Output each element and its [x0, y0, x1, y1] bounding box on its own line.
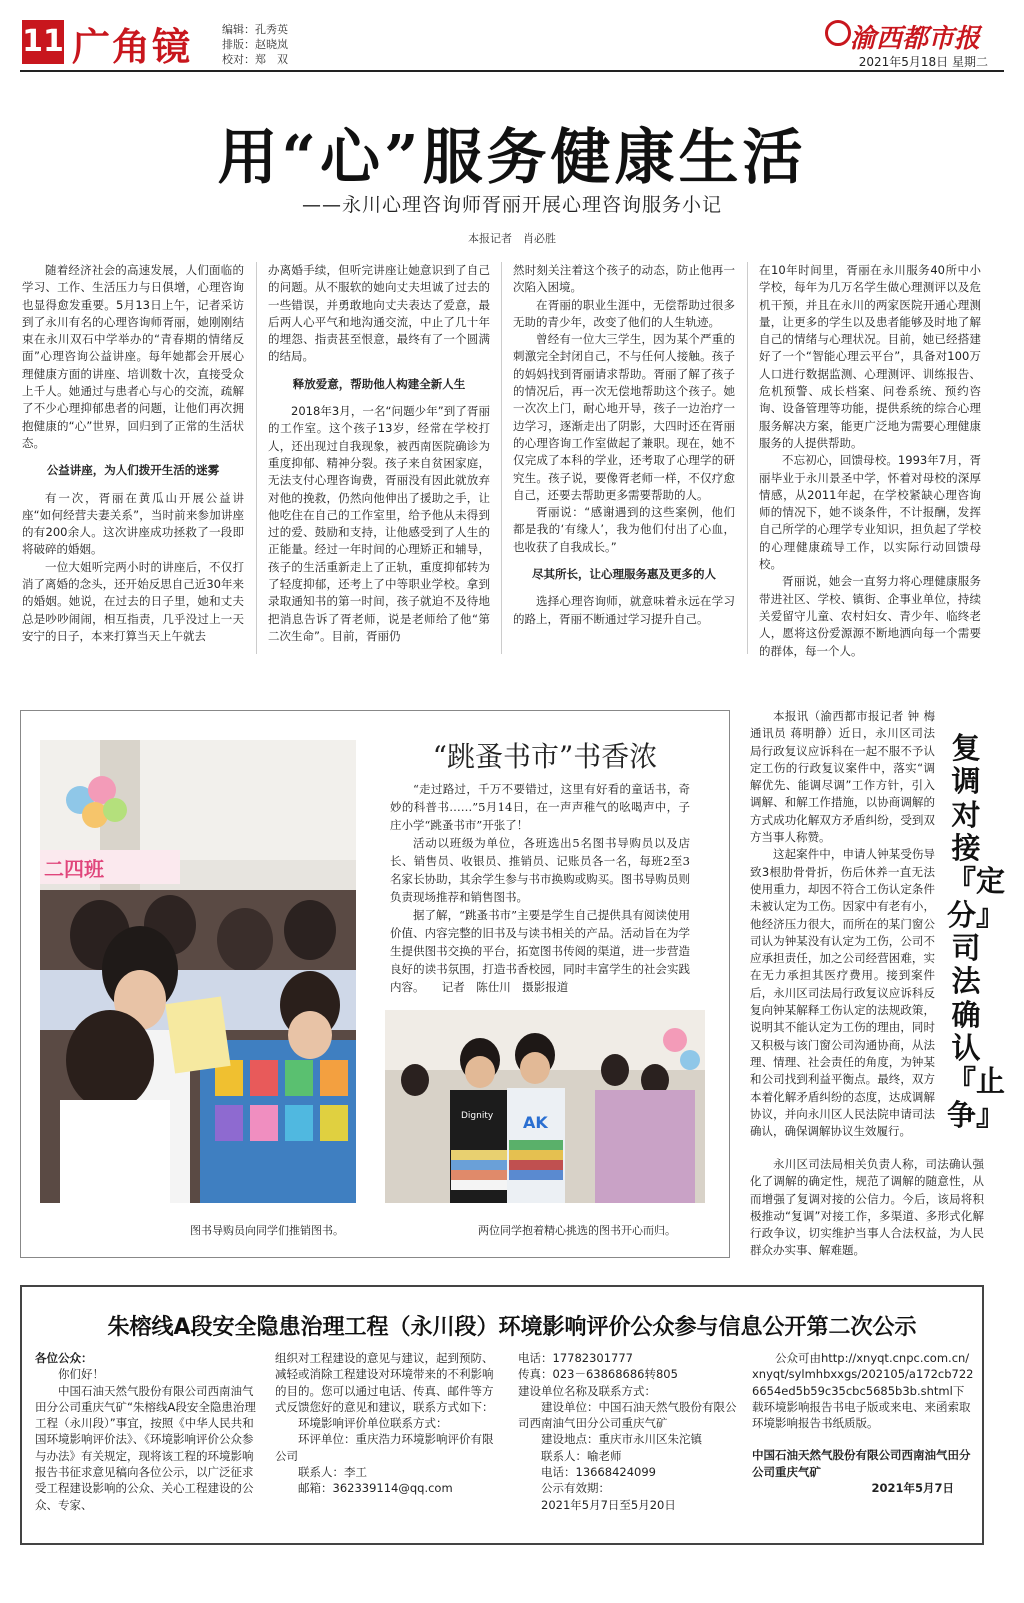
shirt-text: Dignity [461, 1111, 494, 1121]
paragraph: 一位大姐听完两小时的讲座后，不仅打消了离婚的念头，还开始反思自己近30年来的婚姻。她说，在过去的日子里，她和丈夫总是吵吵闹闹，相互指责，几乎没过上一天安宁的日子，本来打算当天上午就去 [22, 559, 244, 643]
notice-date: 2021年5月7日 [871, 1481, 954, 1496]
paragraph: 环评单位：重庆浩力环境影响评价有限公司 [275, 1432, 494, 1463]
section-heading: 公益讲座，为人们拨开生活的迷雾 [46, 463, 220, 478]
paragraph: 建设地点：重庆市永川区朱沱镇 [541, 1432, 702, 1447]
notice-column-2 [275, 1350, 497, 1497]
paragraph: 电话：17782301777 [518, 1351, 633, 1365]
header-rule [20, 70, 1004, 72]
notice-salutation: 各位公众： [35, 1351, 93, 1365]
paragraph: 你们好！ [58, 1367, 104, 1382]
paragraph: 联系人：喻老师 [541, 1448, 622, 1463]
classroom-banner-text: 二四班 [44, 857, 104, 881]
sidebar-vertical-headline: 复调对接『定分』司法确认『止争』 [947, 731, 1006, 1132]
article-column-1 [22, 262, 244, 645]
paragraph: 胥丽说：“感谢遇到的这些案例，他们都是我的‘有缘人’，我为他们付出了心血，也收获了自我成长。” [513, 505, 735, 554]
publication-date: 2021年5月18日 星期二 [858, 55, 988, 69]
article-column-4 [759, 262, 981, 660]
sidebar-body-continued [750, 1156, 984, 1260]
photo-caption: 两位同学抱着精心挑选的图书开心而归。 [478, 1224, 676, 1237]
editor-line: 校对：郑 双 [222, 53, 288, 66]
paragraph: 在10年时间里，胥丽在永川服务40所中小学校，每年为几万名学生做心理测评以及危机干预，并且在永川的两家医院开通心理测量，让更多的学生以及患者能够及时地了解自己的情绪与心理状况。目前，她已经搭建好了一个“智能心理云平台”，具备对100万人口进行数据监测、心理测评、训练报告、危机预警、成长档案、问卷系统、预约咨询、设备管理等功能，提供系统的综合心理服务解决方案，能更广泛地为需要心理健康服务的人提供帮助。 [759, 263, 981, 450]
paragraph: 邮箱：362339114@qq.com [298, 1481, 453, 1496]
paragraph: 联系人：李工 [298, 1465, 367, 1480]
paragraph: 电话：13668424099 [541, 1465, 656, 1480]
paragraph: 曾经有一位大三学生，因为某个严重的刺激完全封闭自己，不与任何人接触。孩子的妈妈找到胥丽请求帮助。胥丽了解了孩子的情况后，再一次无偿地帮助这个孩子。她一次次上门，耐心地开导，孩子一边治疗一边学习，逐渐走出了阴影，大四时还在胥丽的心理咨询工作室做起了兼职。现在，她不仅完成了本科的学业，还考取了心理学的研究生。孩子说，要像胥老师一样，不仅疗愈自己，还要去帮助更多需要帮助的人。 [513, 332, 735, 502]
paragraph: 胥丽说，她会一直努力将心理健康服务带进社区、学校、镇街、企事业单位，持续关爱留守儿童、农村妇女、青少年、临终老人，愿将这份爱源源不断地洒向每一个需要的群体，每一个人。 [759, 574, 981, 658]
paragraph: 在胥丽的职业生涯中，无偿帮助过很多无助的青少年，改变了他们的人生轨迹。 [513, 297, 735, 329]
section-heading: 尽其所长，让心理服务惠及更多的人 [532, 567, 716, 582]
feature-body [390, 780, 690, 996]
paragraph: 2018年3月，一名“问题少年”到了胥丽的工作室。这个孩子13岁，经常在学校打人，还出现过自我现象，被西南医院确诊为重度抑郁、精神分裂。孩子来自贫困家庭，无法支付心理咨询费，胥丽没有因此就放弃对他的挽救，仍然向他伸出了援助之手，让他吃住在自己的工作室里，给予他从未得到过的爱、鼓励和支持，让他感受到了人生的正能量。经过一年时间的心理矫正和辅导，孩子的生活重新走上了正轨，重度抑郁转为了轻度抑郁，还考上了中等职业学校。拿到录取通知书的第一时间，孩子就迫不及待地把消息告诉了胥老师，说是老师给了他“第二次生命”。目前，胥丽仍 [268, 404, 490, 643]
notice-column-1 [35, 1350, 257, 1513]
paragraph: 组织对工程建设的意见与建议，起到预防、减轻或消除工程建设对环境带来的不利影响的目的。您可以通过电话、传真、邮件等方式反馈您好的意见和建议，联系方式如下： [275, 1351, 494, 1414]
column-divider [256, 262, 257, 654]
svg-text:AK: AK [523, 1113, 548, 1132]
paragraph: 随着经济社会的高速发展，人们面临的学习、工作、生活压力与日俱增，心理咨询也显得愈发重要。5月13日上午，记者采访到了永川有名的心理咨询师胥丽，她刚刚结束在永川双石中学举办的“青春期的情绪反面”心理咨询公益讲座。每年她都会开展心理健康方面的讲座、培训数十次，直接受众上千人。她通过与患者心与心的交流，疏解了不少心理抑郁患者的问题，让他们再次拥抱健康的“心”世界，回归到了正常的生活状态。 [22, 263, 244, 450]
sidebar-body [750, 708, 935, 1140]
section-heading: 释放爱意，帮助他人构建全新人生 [292, 376, 466, 391]
article-column-3 [513, 262, 735, 628]
paragraph: 然时刻关注着这个孩子的动态，防止他再一次陷入困境。 [513, 263, 735, 295]
paragraph: 本报讯（渝西都市报记者 钟 梅 通讯员 蒋明静）近日，永川区司法局行政复议应诉科在一起不服不予认定工伤的行政复议案件中，落实“调解优先、能调尽调”工作方针，引入调解、和解工作措施，以协商调解的方式成功化解双方矛盾纠纷，受到双方当事人称赞。 [750, 709, 935, 845]
paragraph: 传真：023－63868686转805 [518, 1367, 678, 1382]
article-headline: 用“心”服务健康生活 [217, 123, 807, 193]
article-subhead: ——永川心理咨询师胥丽开展心理咨询服务小记 [301, 194, 722, 216]
notice-signature: 中国石油天然气股份有限公司西南油气田分公司重庆气矿 [752, 1448, 971, 1479]
paragraph: 永川区司法局相关负责人称，司法确认强化了调解的确定性，规范了调解的随意性，从而增强了复调对接的公信力。今后，该局将积极推动“复调”对接工作，多渠道、多形式化解行政争议，切实维护当事人合法权益，为人民群众办实事、解难题。 [750, 1157, 984, 1258]
paragraph: 建设单位：中国石油天然气股份有限公司西南油气田分公司重庆气矿 [518, 1399, 737, 1431]
article-byline: 本报记者 肖必胜 [468, 232, 556, 245]
paragraph: 2021年5月7日至5月20日 [541, 1497, 676, 1512]
paragraph: 环境影响评价单位联系方式： [298, 1416, 448, 1431]
feature-title: “跳蚤书市”书香浓 [432, 740, 658, 773]
article-column-2 [268, 262, 490, 645]
notice-title: 朱榕线A段安全隐患治理工程（永川段）环境影响评价公众参与信息公开第二次公示 [107, 1315, 917, 1340]
paragraph: 公示有效期： [541, 1481, 610, 1496]
photo-book-fair-sale [40, 740, 356, 1203]
paragraph: 选择心理咨询师，就意味着永远在学习的路上，胥丽不断通过学习提升自己。 [513, 594, 735, 626]
newspaper-logo: 渝西都市报 [850, 24, 981, 54]
editor-credits [222, 22, 288, 67]
section-title: 广角镜 [72, 24, 193, 69]
paragraph: 有一次，胥丽在黄瓜山开展公益讲座“如何经营夫妻关系”，当时前来参加讲座的有200余人。这次讲座成功拯救了一段即将破碎的婚姻。 [22, 490, 244, 557]
paragraph: 活动以班级为单位，各班选出5名图书导购员以及店长、销售员、收银员、推销员、记账员各一名，每班2至3名家长协助，其余学生参与书市换购或购买。图书导购员则负责现场推荐和销售图书。 [390, 836, 690, 904]
column-divider [501, 262, 502, 654]
notice-column-4 [752, 1350, 974, 1496]
logo-icon [825, 20, 851, 46]
column-divider [747, 262, 748, 654]
page-number: 11 [22, 20, 64, 64]
paragraph: 不忘初心，回馈母校。1993年7月，胥丽毕业于永川景圣中学，怀着对母校的深厚情感，从2011年起，在学校紧缺心理咨询师的情况下，她不谈条件，不计报酬，发挥自己所学的心理学专业知识，担负起了学校的心理健康疏导工作，以实际行动回馈母校。 [759, 453, 981, 572]
paragraph: 这起案件中，申请人钟某受伤导致3根肋骨骨折，伤后休养一直无法使用重力，却因不符合工伤认定条件未被认定为工伤。因家中有老有小，他经济压力很大，而所在的某门窗公司认为钟某没有认定为工伤，公司不应承担责任，加之公司经营困难，实在无力承担其医疗费用。接到案件后，永川区司法局行政复议应诉科反复向钟某解释工伤认定的法规政策，说明其不能认定为工伤的理由，同时又积极与该门窗公司沟通协商，从法理、情理、社会责任的角度，为钟某和公司找到利益平衡点。最终，双方本着化解矛盾纠纷的态度，达成调解协议，并向永川区人民法院申请司法确认，确保调解协议生效履行。 [750, 847, 935, 1139]
paragraph: 办离婚手续，但听完讲座让她意识到了自己的问题。从不服软的她向丈夫坦诚了过去的一些错误，并勇敢地向丈夫表达了爱意，最后两人心平气和地沟通交流，中止了几十年的埋怨、指责甚至恨意，最终有了一个圆满的结局。 [268, 263, 490, 364]
paragraph: “走过路过，千万不要错过，这里有好看的童话书，奇妙的科普书……”5月14日，在一声声稚气的吆喝声中，子庄小学“跳蚤书市”开张了！ [390, 782, 690, 832]
notice-column-3 [518, 1350, 740, 1513]
paragraph: 建设单位名称及联系方式： [518, 1383, 656, 1398]
photo-caption: 图书导购员向同学们推销图书。 [190, 1224, 344, 1237]
editor-line: 排版：赵晓岚 [222, 38, 288, 51]
paragraph: 公众可由http://xnyqt.cnpc.com.cn/xnyqt/sylmhbxxgs/202105/a172cb7226654ed5b59c35cbc5685b3b.shtml下载环境影响报告书电子版或来电、来函索取环境影响报告书纸质版。 [752, 1351, 974, 1431]
paragraph: 据了解，“跳蚤书市”主要是学生自己提供具有阅读使用价值、内容完整的旧书及与读书相关的产品。活动旨在为学生提供图书交换的平台，拓宽图书传阅的渠道，进一步营造良好的读书氛围，打造书香校园，同时丰富学生的社会实践内容。 记者 陈仕川 摄影报道 [390, 908, 690, 994]
photo-students-with-books [385, 1010, 705, 1203]
editor-line: 编辑：孔秀英 [222, 23, 288, 36]
paragraph: 中国石油天然气股份有限公司西南油气田分公司重庆气矿“朱榕线A段安全隐患治理工程（永川段）”事宜，按照《中华人民共和国环境影响评价法》、《环境影响评价公众参与办法》有关规定，现将该工程的环境影响报告书征求意见稿向各位公示，以广泛征求受工程建设影响的公众、关心工程建设的公众、专家、 [35, 1383, 256, 1512]
